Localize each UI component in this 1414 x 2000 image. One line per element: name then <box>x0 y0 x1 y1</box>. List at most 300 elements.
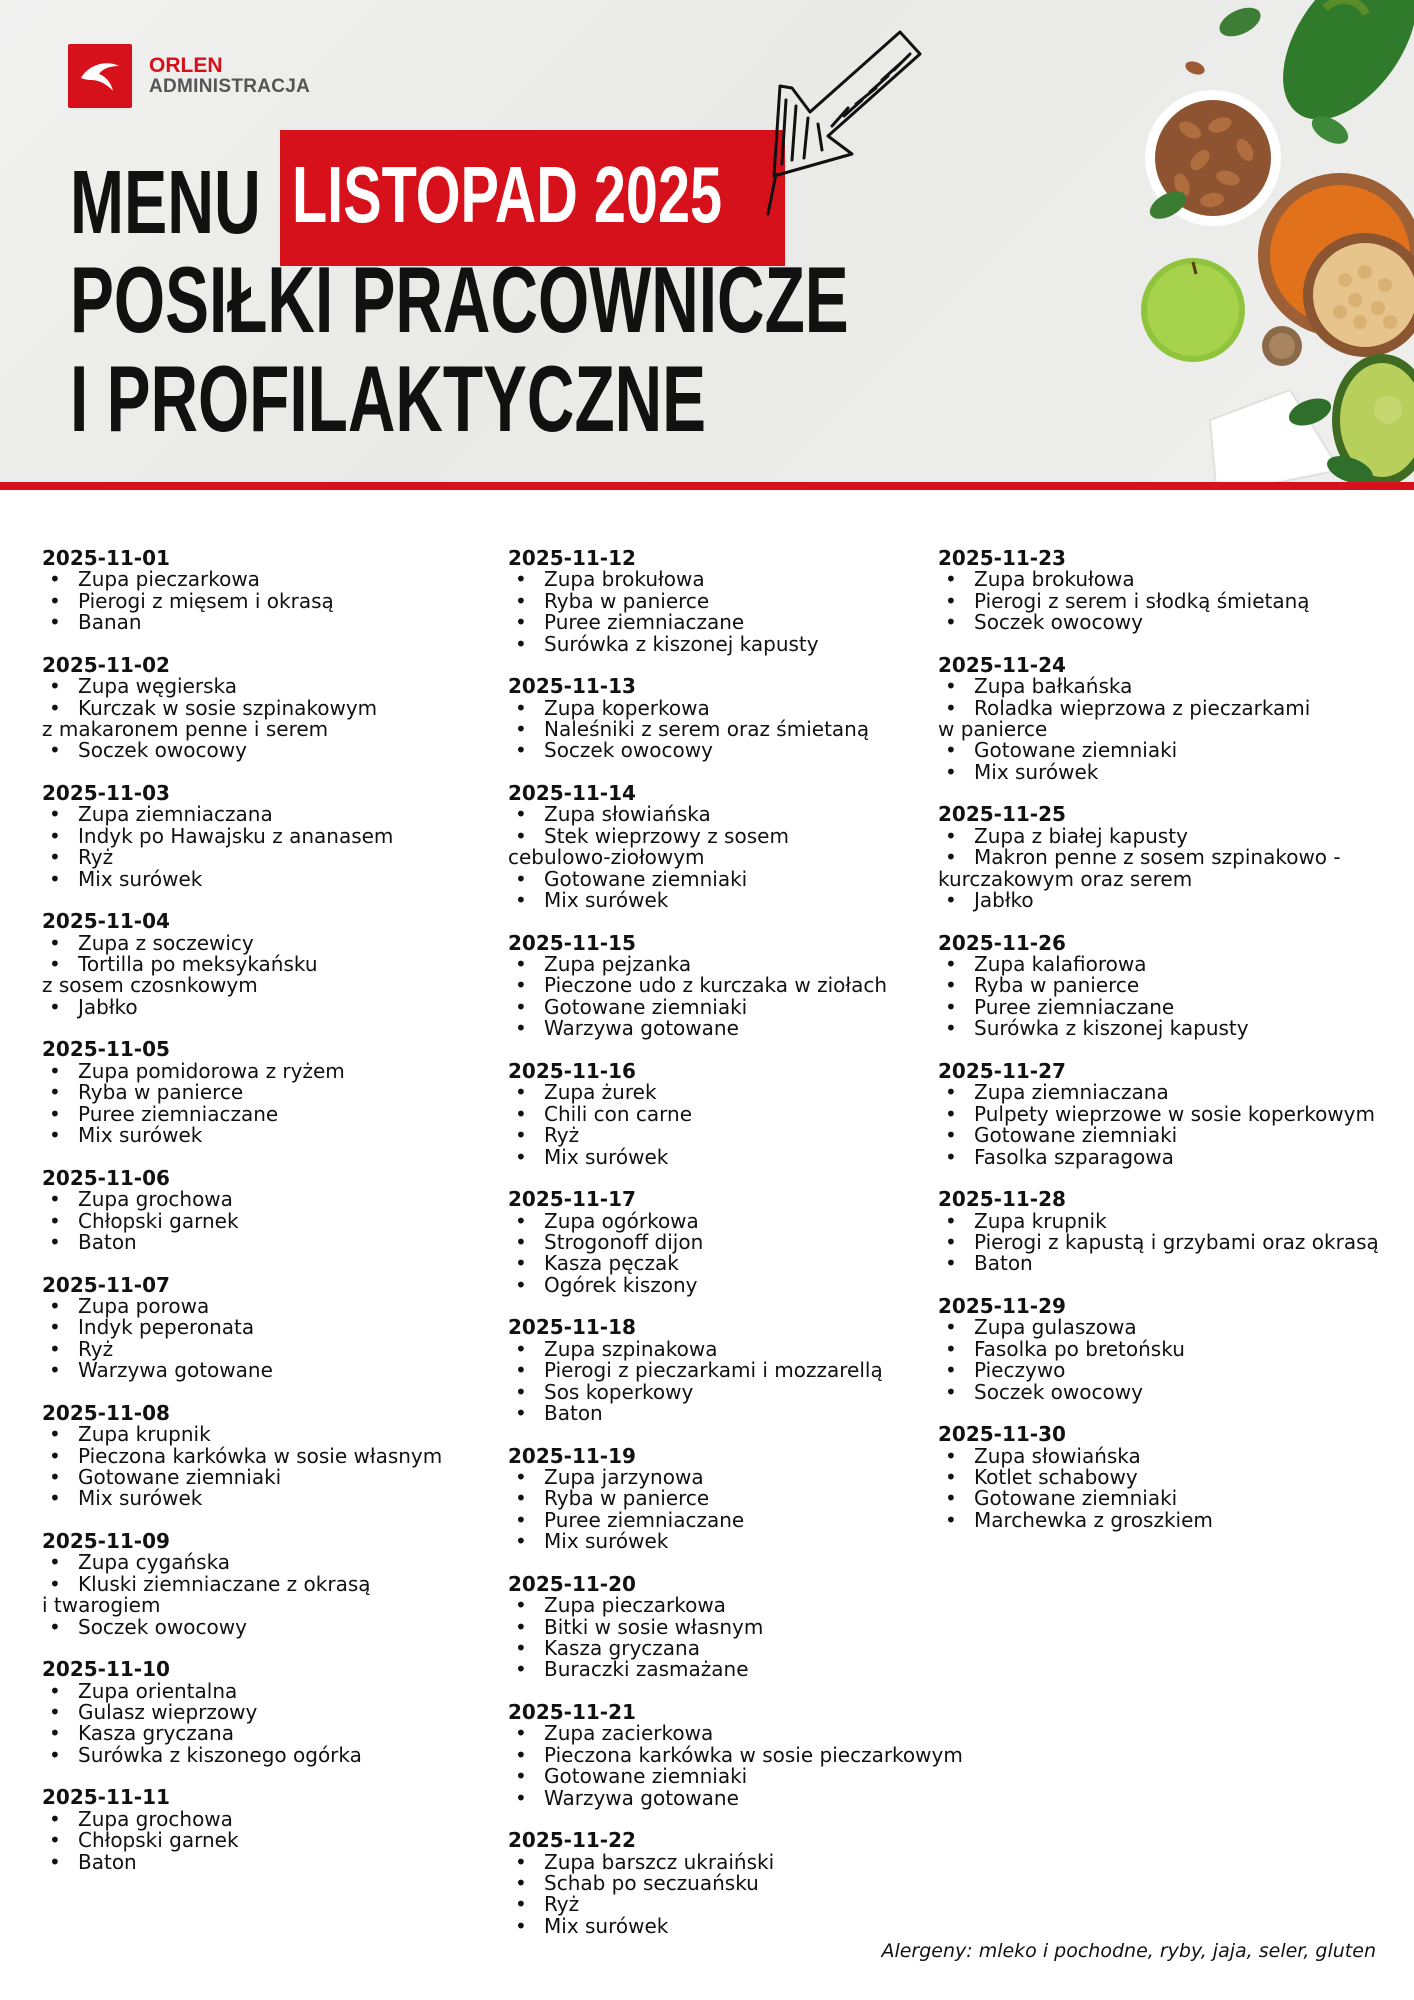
menu-day <box>938 1189 1398 1275</box>
menu-item: • Gotowane ziemniaki <box>508 997 978 1018</box>
menu-item: • Chili con carne <box>508 1104 978 1125</box>
menu-date: 2025-11-30 <box>938 1422 1066 1447</box>
menu-item: • Indyk peperonata <box>42 1317 462 1338</box>
menu-item: • Tortilla po meksykańsku <box>42 954 462 975</box>
menu-date: 2025-11-16 <box>508 1058 636 1083</box>
menu-column-2 <box>508 548 978 1958</box>
menu-day <box>508 783 978 911</box>
menu-item: • Soczek owocowy <box>938 1382 1398 1403</box>
menu-item: • Chłopski garnek <box>42 1211 462 1232</box>
bullet-icon: • <box>945 610 957 635</box>
menu-date: 2025-11-25 <box>938 802 1066 827</box>
menu-item: • Zupa ogórkowa <box>508 1211 978 1232</box>
bullet-icon: • <box>945 1507 957 1532</box>
menu-item: • Warzywa gotowane <box>42 1360 462 1381</box>
bullet-icon: • <box>515 823 527 848</box>
menu-day <box>938 930 1398 1041</box>
menu-item: • Mix surówek <box>508 1916 978 1937</box>
menu-item: • Surówka z kiszonej kapusty <box>508 634 978 655</box>
food-photo <box>1120 0 1414 486</box>
bullet-icon: • <box>49 1614 61 1639</box>
bullet-icon: • <box>515 952 527 977</box>
menu-day <box>938 804 1398 911</box>
bullet-icon: • <box>515 1272 527 1297</box>
menu-item: • Zupa orientalna <box>42 1681 462 1702</box>
menu-item: • Ryba w panierce <box>508 591 978 612</box>
menu-date: 2025-11-29 <box>938 1293 1066 1318</box>
orlen-eagle-icon <box>68 44 132 108</box>
menu-item: • Zupa grochowa <box>42 1189 462 1210</box>
bullet-icon: • <box>515 1764 527 1789</box>
menu-date: 2025-11-22 <box>508 1828 636 1853</box>
menu-item: • Jabłko <box>938 890 1398 911</box>
menu-item: • Bitki w sosie własnym <box>508 1617 978 1638</box>
bullet-icon: • <box>515 1123 527 1148</box>
menu-item: • Puree ziemniaczane <box>938 997 1398 1018</box>
bullet-icon: • <box>515 1251 527 1276</box>
menu-date: 2025-11-14 <box>508 781 636 806</box>
bullet-icon: • <box>945 952 957 977</box>
menu-item: • Surówka z kiszonego ogórka <box>42 1745 462 1766</box>
bullet-icon: • <box>49 1058 61 1083</box>
bullet-icon: • <box>49 1315 61 1340</box>
bullet-icon: • <box>49 588 61 613</box>
menu-date: 2025-11-12 <box>508 546 636 570</box>
menu-day <box>508 930 978 1041</box>
menu-day <box>42 1165 462 1254</box>
bullet-icon: • <box>515 1892 527 1917</box>
bullet-icon: • <box>49 1550 61 1575</box>
title-menu: MENU <box>70 153 261 253</box>
bullet-icon: • <box>515 1016 527 1041</box>
menu-date: 2025-11-11 <box>42 1785 170 1810</box>
menu-item: • Zupa bałkańska <box>938 676 1398 697</box>
bullet-icon: • <box>515 1507 527 1532</box>
menu-date: 2025-11-13 <box>508 674 636 699</box>
menu-item: • Mix surówek <box>42 869 462 890</box>
menu-item: • Zupa ziemniaczana <box>42 804 462 825</box>
menu-item: • Zupa węgierska <box>42 676 462 697</box>
menu-item: • Ryż <box>42 1339 462 1360</box>
menu-item-continuation: kurczakowym oraz serem <box>938 866 1193 891</box>
menu-day <box>42 911 462 1018</box>
header-banner <box>0 0 1414 486</box>
menu-day <box>938 652 1398 784</box>
menu-date: 2025-11-15 <box>508 930 636 955</box>
bullet-icon: • <box>945 738 957 763</box>
menu-item: • Ryba w panierce <box>42 1082 462 1103</box>
bullet-icon: • <box>49 1123 61 1148</box>
menu-item: • Zupa słowiańska <box>938 1446 1398 1467</box>
bullet-icon: • <box>515 994 527 1019</box>
menu-item: • Zupa krupnik <box>938 1211 1398 1232</box>
bullet-icon: • <box>945 1101 957 1126</box>
menu-day <box>938 1424 1398 1531</box>
bullet-icon: • <box>945 695 957 720</box>
menu-item: • Baton <box>508 1403 978 1424</box>
bullet-icon: • <box>49 1208 61 1233</box>
menu-item: • Kasza gryczana <box>508 1638 978 1659</box>
bullet-icon: • <box>515 631 527 656</box>
menu-date: 2025-11-02 <box>42 652 170 677</box>
menu-date: 2025-11-03 <box>42 781 170 806</box>
menu-item: • Sos koperkowy <box>508 1382 978 1403</box>
bullet-icon: • <box>945 1229 957 1254</box>
menu-item: • Ryba w panierce <box>938 975 1398 996</box>
bullet-icon: • <box>515 1529 527 1554</box>
menu-item: • Gulasz wieprzowy <box>42 1702 462 1723</box>
brand-name: ORLEN <box>149 54 223 77</box>
menu-day <box>508 1058 978 1169</box>
bullet-icon: • <box>49 1828 61 1853</box>
menu-item: • Ryba w panierce <box>508 1488 978 1509</box>
menu-item: • Pulpety wieprzowe w sosie koperkowym <box>938 1104 1398 1125</box>
menu-item: • Schab po seczuańsku <box>508 1873 978 1894</box>
menu-day <box>508 1830 978 1937</box>
menu-date: 2025-11-27 <box>938 1058 1066 1083</box>
bullet-icon: • <box>515 610 527 635</box>
bullet-icon: • <box>945 845 957 870</box>
bullet-icon: • <box>945 1251 957 1276</box>
menu-date: 2025-11-09 <box>42 1528 170 1553</box>
menu-item: • Kluski ziemniaczane z okrasą <box>42 1574 462 1595</box>
menu-item: • Pierogi z kapustą i grzybami oraz okrasą <box>938 1232 1398 1253</box>
menu-item: • Chłopski garnek <box>42 1830 462 1851</box>
menu-day <box>938 1293 1398 1404</box>
bullet-icon: • <box>49 1464 61 1489</box>
menu-date: 2025-11-28 <box>938 1187 1066 1212</box>
menu-date: 2025-11-17 <box>508 1187 636 1212</box>
title-line-3: I PROFILAKTYCZNE <box>70 346 707 451</box>
bullet-icon: • <box>515 1657 527 1682</box>
brand-subtitle: ADMINISTRACJA <box>149 76 311 98</box>
menu-item: • Zupa grochowa <box>42 1809 462 1830</box>
menu-date: 2025-11-06 <box>42 1165 170 1190</box>
bullet-icon: • <box>945 1336 957 1361</box>
menu-item: • Soczek owocowy <box>508 740 978 761</box>
menu-item: • Gotowane ziemniaki <box>508 1766 978 1787</box>
menu-item: • Puree ziemniaczane <box>508 612 978 633</box>
bullet-icon: • <box>515 1101 527 1126</box>
menu-item: • Zupa szpinakowa <box>508 1339 978 1360</box>
menu-item: • Soczek owocowy <box>42 740 462 761</box>
menu-date: 2025-11-05 <box>42 1037 170 1062</box>
bullet-icon: • <box>515 1913 527 1938</box>
bullet-icon: • <box>49 1443 61 1468</box>
bullet-icon: • <box>945 1358 957 1383</box>
bullet-icon: • <box>945 1379 957 1404</box>
menu-item: • Zupa z białej kapusty <box>938 826 1398 847</box>
bullet-icon: • <box>515 1208 527 1233</box>
menu-item: • Kasza gryczana <box>42 1723 462 1744</box>
bullet-icon: • <box>515 588 527 613</box>
menu-item: • Kasza pęczak <box>508 1253 978 1274</box>
bullet-icon: • <box>49 866 61 891</box>
bullet-icon: • <box>49 845 61 870</box>
menu-item: • Roladka wieprzowa z pieczarkami <box>938 698 1398 719</box>
menu-day <box>42 1528 462 1639</box>
menu-day <box>42 1787 462 1873</box>
menu-item: • Gotowane ziemniaki <box>938 740 1398 761</box>
menu-day <box>42 783 462 890</box>
bullet-icon: • <box>515 1721 527 1746</box>
bullet-icon: • <box>515 1593 527 1618</box>
bullet-icon: • <box>49 1721 61 1746</box>
menu-day <box>508 1571 978 1682</box>
menu-item-continuation: cebulowo-ziołowym <box>508 845 705 870</box>
bullet-icon: • <box>49 823 61 848</box>
menu-item: • Zupa kalafiorowa <box>938 954 1398 975</box>
bullet-icon: • <box>515 1635 527 1660</box>
menu-item: • Zupa pejzanka <box>508 954 978 975</box>
menu-day <box>938 1058 1398 1169</box>
bullet-icon: • <box>945 1144 957 1169</box>
menu-date: 2025-11-01 <box>42 546 170 570</box>
bullet-icon: • <box>515 973 527 998</box>
menu-date: 2025-11-23 <box>938 546 1066 570</box>
menu-item: • Soczek owocowy <box>42 1617 462 1638</box>
bullet-icon: • <box>515 1336 527 1361</box>
bullet-icon: • <box>49 1358 61 1383</box>
bullet-icon: • <box>49 674 61 699</box>
menu-item: • Pieczywo <box>938 1360 1398 1381</box>
menu-item: • Zupa żurek <box>508 1082 978 1103</box>
menu-date: 2025-11-18 <box>508 1315 636 1340</box>
menu-item-continuation: i twarogiem <box>42 1593 161 1618</box>
bullet-icon: • <box>49 695 61 720</box>
bullet-icon: • <box>49 1229 61 1254</box>
menu-item: • Marchewka z groszkiem <box>938 1510 1398 1531</box>
bullet-icon: • <box>515 802 527 827</box>
menu-item: • Zupa jarzynowa <box>508 1467 978 1488</box>
menu-item: • Baton <box>42 1232 462 1253</box>
bullet-icon: • <box>515 1144 527 1169</box>
bullet-icon: • <box>945 759 957 784</box>
bullet-icon: • <box>515 888 527 913</box>
menu-date: 2025-11-10 <box>42 1657 170 1682</box>
menu-item: • Baton <box>938 1253 1398 1274</box>
menu-item: • Puree ziemniaczane <box>42 1104 462 1125</box>
menu-date: 2025-11-26 <box>938 930 1066 955</box>
menu-date: 2025-11-19 <box>508 1443 636 1468</box>
bullet-icon: • <box>515 866 527 891</box>
bullet-icon: • <box>515 1464 527 1489</box>
bullet-icon: • <box>515 1849 527 1874</box>
bullet-icon: • <box>515 1358 527 1383</box>
menu-item: • Gotowane ziemniaki <box>508 869 978 890</box>
bullet-icon: • <box>49 952 61 977</box>
menu-item: • Indyk po Hawajsku z ananasem <box>42 826 462 847</box>
bullet-icon: • <box>49 610 61 635</box>
menu-day <box>938 548 1398 634</box>
bullet-icon: • <box>515 695 527 720</box>
menu-item: • Buraczki zasmażane <box>508 1659 978 1680</box>
menu-day <box>508 676 978 762</box>
menu-item: • Pieczona karkówka w sosie pieczarkowym <box>508 1745 978 1766</box>
menu-item: • Mix surówek <box>42 1125 462 1146</box>
menu-day <box>42 1659 462 1766</box>
menu-item: • Zupa ziemniaczana <box>938 1082 1398 1103</box>
menu-day <box>508 548 978 655</box>
menu-day <box>508 1189 978 1296</box>
menu-item: • Zupa porowa <box>42 1296 462 1317</box>
bullet-icon: • <box>945 888 957 913</box>
bullet-icon: • <box>49 567 61 592</box>
menu-item: • Zupa pieczarkowa <box>42 569 462 590</box>
menu-item: • Jabłko <box>42 997 462 1018</box>
menu-day <box>42 1039 462 1146</box>
menu-item: • Soczek owocowy <box>938 612 1398 633</box>
menu-day <box>508 1699 978 1810</box>
bullet-icon: • <box>49 1293 61 1318</box>
menu-column-1 <box>42 548 462 1894</box>
bullet-icon: • <box>49 1187 61 1212</box>
bullet-icon: • <box>515 1400 527 1425</box>
menu-item-continuation: z makaronem penne i serem <box>42 717 329 742</box>
bullet-icon: • <box>945 567 957 592</box>
menu-item: • Pierogi z mięsem i okrasą <box>42 591 462 612</box>
bullet-icon: • <box>515 567 527 592</box>
menu-item: • Mix surówek <box>508 890 978 911</box>
bullet-icon: • <box>945 1016 957 1041</box>
menu-item: • Mix surówek <box>508 1531 978 1552</box>
bullet-icon: • <box>515 1742 527 1767</box>
bullet-icon: • <box>515 1080 527 1105</box>
menu-item: • Gotowane ziemniaki <box>938 1125 1398 1146</box>
bullet-icon: • <box>515 1379 527 1404</box>
menu-item: • Fasolka po bretońsku <box>938 1339 1398 1360</box>
orlen-logo <box>68 44 310 108</box>
bullet-icon: • <box>515 1785 527 1810</box>
menu-date: 2025-11-04 <box>42 909 170 934</box>
menu-item: • Puree ziemniaczane <box>508 1510 978 1531</box>
bullet-icon: • <box>49 1080 61 1105</box>
header-divider <box>0 482 1414 490</box>
bullet-icon: • <box>49 1571 61 1596</box>
bullet-icon: • <box>49 994 61 1019</box>
bullet-icon: • <box>945 994 957 1019</box>
bullet-icon: • <box>945 1123 957 1148</box>
bullet-icon: • <box>945 823 957 848</box>
menu-item: • Pierogi z serem i słodką śmietaną <box>938 591 1398 612</box>
menu-day <box>42 1272 462 1383</box>
menu-item: • Zupa barszcz ukraiński <box>508 1852 978 1873</box>
menu-item: • Mix surówek <box>42 1488 462 1509</box>
bullet-icon: • <box>515 1614 527 1639</box>
bullet-icon: • <box>945 588 957 613</box>
menu-item: • Pieczone udo z kurczaka w ziołach <box>508 975 978 996</box>
menu-item: • Makron penne z sosem szpinakowo - <box>938 847 1398 868</box>
menu-item: • Zupa brokułowa <box>938 569 1398 590</box>
menu-item-continuation: w panierce <box>938 717 1048 742</box>
bullet-icon: • <box>515 738 527 763</box>
menu-item: • Gotowane ziemniaki <box>42 1467 462 1488</box>
menu-item: • Warzywa gotowane <box>508 1788 978 1809</box>
bullet-icon: • <box>49 1336 61 1361</box>
menu-item: • Ryż <box>508 1894 978 1915</box>
menu-day <box>508 1443 978 1554</box>
menu-item: • Zupa zacierkowa <box>508 1723 978 1744</box>
menu-item: • Warzywa gotowane <box>508 1018 978 1039</box>
menu-item: • Fasolka szparagowa <box>938 1147 1398 1168</box>
menu-item: • Zupa cygańska <box>42 1552 462 1573</box>
bullet-icon: • <box>945 1464 957 1489</box>
menu-item: • Pierogi z pieczarkami i mozzarellą <box>508 1360 978 1381</box>
bullet-icon: • <box>945 674 957 699</box>
menu-item: • Kotlet schabowy <box>938 1467 1398 1488</box>
menu-item: • Pieczona karkówka w sosie własnym <box>42 1446 462 1467</box>
menu-date: 2025-11-24 <box>938 652 1066 677</box>
menu-day <box>42 652 462 763</box>
menu-column-3 <box>938 548 1398 1552</box>
hand-drawn-arrow-icon <box>752 26 932 216</box>
bullet-icon: • <box>49 1101 61 1126</box>
bullet-icon: • <box>945 1080 957 1105</box>
menu-item: • Mix surówek <box>938 762 1398 783</box>
bullet-icon: • <box>945 1208 957 1233</box>
bullet-icon: • <box>49 930 61 955</box>
allergens-note: Alergeny: mleko i pochodne, ryby, jaja, seler, gluten <box>881 1940 1376 1962</box>
menu-item: • Zupa krupnik <box>42 1424 462 1445</box>
bullet-icon: • <box>49 802 61 827</box>
bullet-icon: • <box>945 973 957 998</box>
menu-item: • Ryż <box>42 847 462 868</box>
bullet-icon: • <box>49 1699 61 1724</box>
menu-item: • Zupa koperkowa <box>508 698 978 719</box>
bullet-icon: • <box>49 1678 61 1703</box>
bullet-icon: • <box>49 1849 61 1874</box>
menu-item: • Strogonoff dijon <box>508 1232 978 1253</box>
bullet-icon: • <box>49 1422 61 1447</box>
bullet-icon: • <box>49 1486 61 1511</box>
title-line-2: POSIŁKI PRACOWNICZE <box>70 247 849 352</box>
menu-item: • Naleśniki z serem oraz śmietaną <box>508 719 978 740</box>
menu-item: • Gotowane ziemniaki <box>938 1488 1398 1509</box>
bullet-icon: • <box>49 1742 61 1767</box>
menu-date: 2025-11-20 <box>508 1571 636 1596</box>
menu-item: • Surówka z kiszonej kapusty <box>938 1018 1398 1039</box>
bullet-icon: • <box>945 1315 957 1340</box>
menu-item: • Zupa brokułowa <box>508 569 978 590</box>
menu-item: • Zupa pieczarkowa <box>508 1595 978 1616</box>
menu-item: • Zupa z soczewicy <box>42 933 462 954</box>
menu-item: • Kurczak w sosie szpinakowym <box>42 698 462 719</box>
menu-day <box>42 548 462 634</box>
bullet-icon: • <box>945 1443 957 1468</box>
bullet-icon: • <box>945 1486 957 1511</box>
menu-item: • Stek wieprzowy z sosem <box>508 826 978 847</box>
bullet-icon: • <box>515 717 527 742</box>
menu-item: • Zupa pomidorowa z ryżem <box>42 1061 462 1082</box>
menu-item: • Zupa gulaszowa <box>938 1317 1398 1338</box>
menu-item: • Mix surówek <box>508 1147 978 1168</box>
menu-item: • Zupa słowiańska <box>508 804 978 825</box>
menu-day <box>42 1400 462 1511</box>
menu-date: 2025-11-07 <box>42 1272 170 1297</box>
menu-item: • Ogórek kiszony <box>508 1275 978 1296</box>
menu-item: • Banan <box>42 612 462 633</box>
menu-date: 2025-11-08 <box>42 1400 170 1425</box>
menu-day <box>508 1317 978 1424</box>
bullet-icon: • <box>515 1871 527 1895</box>
title-month: LISTOPAD 2025 <box>292 150 723 239</box>
bullet-icon: • <box>515 1229 527 1254</box>
menu-item-continuation: z sosem czosnkowym <box>42 973 258 998</box>
menu-item: • Ryż <box>508 1125 978 1146</box>
menu-item: • Baton <box>42 1852 462 1873</box>
bullet-icon: • <box>49 1806 61 1831</box>
menu-date: 2025-11-21 <box>508 1699 636 1724</box>
